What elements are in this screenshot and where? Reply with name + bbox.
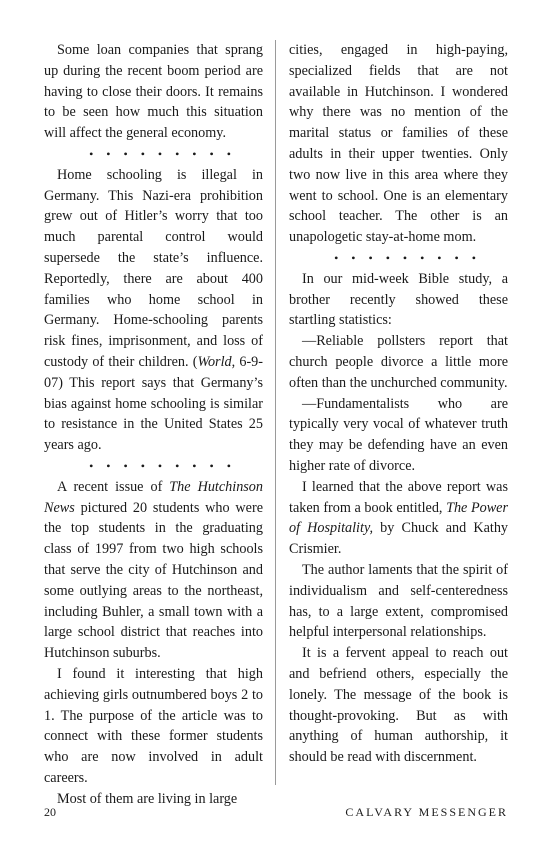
book-title: The Power of Hospitality, [289, 499, 508, 537]
source-citation: The Hutchinson News [44, 478, 263, 516]
publication-name: CALVARY MESSENGER [345, 805, 508, 819]
page-number: 20 [44, 805, 56, 819]
left-column [44, 40, 263, 809]
text-run: I learned that the above report was taken from a book entitled, [289, 478, 508, 516]
section-separator: • • • • • • • • • [89, 458, 236, 473]
paragraph-author-laments: The author laments that the spirit of individualism and self-centeredness has, to a large extent, compromised helpful interpersonal relationships. [289, 561, 508, 641]
section-separator: • • • • • • • • • [89, 146, 236, 161]
paragraph-fervent-appeal: It is a fervent appeal to reach out and befriend others, especially the lonely. The message of the book is thought-provoking. But as with anything of human authorship, it should be read with discernment. [289, 645, 508, 766]
source-citation: World [197, 353, 232, 370]
section-separator: • • • • • • • • • [334, 250, 481, 265]
paragraph-large-cities-continued: cities, engaged in high-paying, specialized fields that are not available in Hutchinson. I wondered why there was no mention of the marital status or families of these adults in their upper twenties. Only two now live in this area where they went to school. One is an elementary school teacher. The other is an unapologetic stay-at-home mom. [289, 42, 508, 246]
text-run: , 6-9-07) This report says that Germany’s bias against home schooling is similar to resistance in the United States 25 years ago. [44, 353, 263, 454]
column-divider [275, 40, 276, 785]
paragraph-hutchinson-news [44, 477, 263, 664]
paragraph-pollsters: —Reliable pollsters report that church people divorce a little more often than the unchurched community. [289, 333, 508, 391]
paragraph-home-schooling [44, 165, 263, 456]
text-run: by Chuck and Kathy Crismier. [289, 520, 509, 558]
text-run: A recent issue of [57, 478, 170, 495]
paragraph-high-achieving-girls: I found it interesting that high achieving girls outnumbered boys 2 to 1. The purpose of the article was to connect with these former students who are now involved in adult careers. [44, 665, 263, 786]
paragraph-fundamentalists: —Fundamentalists who are typically very vocal of whatever truth they may be defending have an even higher rate of divorce. [289, 395, 508, 474]
text-run: pictured 20 students who were the top students in the graduating class of 1997 from two high schools that serve the city of Hutchinson and some outlying areas to the northeast, including Buhler, a small town with a large school district that reaches into Hutchinson suburbs. [44, 499, 263, 662]
page-footer [44, 805, 508, 823]
paragraph-large-cities-start: Most of them are living in large [57, 790, 238, 807]
text-run: Home schooling is illegal in Germany. This Nazi-era prohibition grew out of Hitler’s worry that too much parental control would supersede the state’s influence. Reportedly, there are about 400 families who home school in Germany. Home-schooling parents risk fines, imprisonment, and loss of custody of their children. ( [44, 166, 263, 370]
paragraph-bible-study: In our mid-week Bible study, a brother recently showed these startling statistics: [289, 270, 508, 329]
right-column [289, 40, 508, 768]
paragraph-book-source [289, 477, 508, 560]
paragraph-loan-companies: Some loan companies that sprang up during the recent boom period are having to close their doors. It remains to be seen how much this situation will affect the general economy. [44, 42, 263, 142]
